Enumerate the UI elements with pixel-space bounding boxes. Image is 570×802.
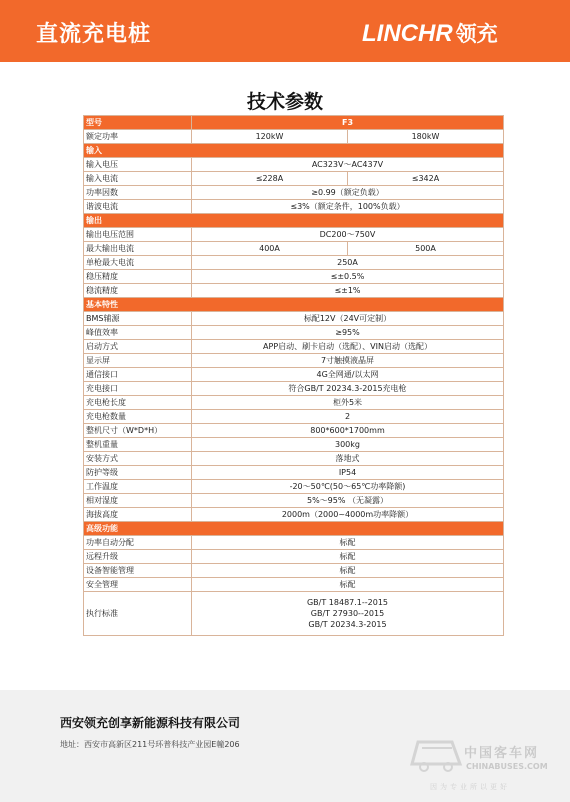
spec-label: 功率自动分配 — [84, 536, 192, 550]
company-name: 西安领充创享新能源科技有限公司 — [60, 716, 241, 730]
spec-value: 标配 — [192, 550, 504, 564]
spec-value: 4G全网通/以太网 — [192, 368, 504, 382]
section-row — [84, 522, 504, 536]
spec-label: 谐波电流 — [84, 200, 192, 214]
spec-value: 2 — [192, 410, 504, 424]
spec-label: 最大输出电流 — [84, 242, 192, 256]
standard-item: GB/T 27930--2015 — [310, 608, 385, 618]
spec-label: 功率因数 — [84, 186, 192, 200]
spec-value-standards — [192, 592, 504, 636]
table-row — [84, 270, 504, 284]
spec-label: 充电枪长度 — [84, 396, 192, 410]
table-row — [84, 494, 504, 508]
spec-value: 7寸触摸液晶屏 — [192, 354, 504, 368]
spec-value: 标配 — [192, 564, 504, 578]
table-row — [84, 284, 504, 298]
spec-label: 充电接口 — [84, 382, 192, 396]
section-row — [84, 214, 504, 228]
spec-value: -20～50℃(50～65℃功率降额) — [192, 480, 504, 494]
spec-value: 标配 — [192, 578, 504, 592]
watermark-cn: 中国客车网 — [464, 746, 540, 761]
spec-value: ≥95% — [192, 326, 504, 340]
spec-label: 整机重量 — [84, 438, 192, 452]
brand-logo — [362, 18, 498, 48]
spec-label: 整机尺寸（W*D*H） — [84, 424, 192, 438]
spec-value: 符合GB/T 20234.3-2015充电枪 — [192, 382, 504, 396]
spec-label: 输入电流 — [84, 172, 192, 186]
spec-label: 显示屏 — [84, 354, 192, 368]
table-row — [84, 452, 504, 466]
spec-label: 峰值效率 — [84, 326, 192, 340]
table-row — [84, 368, 504, 382]
spec-label: 执行标准 — [84, 592, 192, 636]
bus-watermark-icon — [408, 734, 464, 774]
spec-value: 5%～95% （无凝露） — [192, 494, 504, 508]
spec-value: 800*600*1700mm — [192, 424, 504, 438]
spec-value: ≤342A — [348, 172, 504, 186]
watermark-en: CHINABUSES.COM — [466, 762, 548, 771]
logo-cn: 领充 — [455, 22, 498, 46]
spec-value: 标配 — [192, 536, 504, 550]
table-row — [84, 424, 504, 438]
spec-value: 250A — [192, 256, 504, 270]
table-row — [84, 438, 504, 452]
section-title: 基本特性 — [84, 298, 504, 312]
table-row — [84, 200, 504, 214]
spec-value: ≤228A — [192, 172, 348, 186]
table-row — [84, 228, 504, 242]
table-row — [84, 256, 504, 270]
table-row — [84, 340, 504, 354]
table-row — [84, 172, 504, 186]
spec-value: DC200～750V — [192, 228, 504, 242]
spec-label: 通信接口 — [84, 368, 192, 382]
watermark-slogan: 因为专业所以更好 — [430, 783, 510, 791]
spec-label: 安装方式 — [84, 452, 192, 466]
spec-value: 500A — [348, 242, 504, 256]
page-footer — [0, 690, 570, 802]
header-title: 直流充电桩 — [36, 22, 152, 47]
table-row — [84, 326, 504, 340]
spec-value: 180kW — [348, 130, 504, 144]
table-row — [84, 508, 504, 522]
spec-value: AC323V～AC437V — [192, 158, 504, 172]
table-row — [84, 564, 504, 578]
spec-label: 充电枪数量 — [84, 410, 192, 424]
spec-value: 120kW — [192, 130, 348, 144]
table-row — [84, 158, 504, 172]
page-header — [0, 0, 570, 62]
logo-latin: LINCHR — [362, 20, 453, 47]
table-row — [84, 242, 504, 256]
table-row — [84, 116, 504, 130]
spec-label: 设备智能管理 — [84, 564, 192, 578]
section-row — [84, 298, 504, 312]
company-address: 地址：西安市高新区211号环普科技产业园E幢206 — [60, 740, 240, 749]
spec-label: 启动方式 — [84, 340, 192, 354]
spec-label: 稳流精度 — [84, 284, 192, 298]
spec-label: 输入电压 — [84, 158, 192, 172]
spec-value: 标配12V（24V可定制） — [192, 312, 504, 326]
spec-label: 相对湿度 — [84, 494, 192, 508]
table-row — [84, 578, 504, 592]
spec-value: 柜外5米 — [192, 396, 504, 410]
spec-label: 型号 — [84, 116, 192, 130]
spec-value: ≤±0.5% — [192, 270, 504, 284]
section-title: 高级功能 — [84, 522, 504, 536]
spec-label: 输出电压范围 — [84, 228, 192, 242]
table-row — [84, 592, 504, 636]
standard-item: GB/T 18487.1--2015 — [306, 597, 389, 607]
spec-label: BMS辅源 — [84, 312, 192, 326]
table-row — [84, 312, 504, 326]
spec-value: ≤3%（额定条件，100%负载） — [192, 200, 504, 214]
spec-value: 2000m（2000~4000m功率降额） — [192, 508, 504, 522]
spec-label: 稳压精度 — [84, 270, 192, 284]
table-row — [84, 466, 504, 480]
spec-value: ≤±1% — [192, 284, 504, 298]
table-row — [84, 354, 504, 368]
section-title: 输出 — [84, 214, 504, 228]
spec-label: 防护等级 — [84, 466, 192, 480]
spec-label: 安全管理 — [84, 578, 192, 592]
spec-label: 远程升级 — [84, 550, 192, 564]
table-row — [84, 130, 504, 144]
section-title: 输入 — [84, 144, 504, 158]
table-row — [84, 186, 504, 200]
spec-label: 海拔高度 — [84, 508, 192, 522]
spec-label: 额定功率 — [84, 130, 192, 144]
spec-label: 单枪最大电流 — [84, 256, 192, 270]
spec-value: ≥0.99（额定负载） — [192, 186, 504, 200]
spec-table — [83, 115, 504, 636]
spec-value: IP54 — [192, 466, 504, 480]
spec-value: 400A — [192, 242, 348, 256]
table-row — [84, 480, 504, 494]
spec-value: F3 — [192, 116, 504, 130]
table-row — [84, 396, 504, 410]
spec-value: 落地式 — [192, 452, 504, 466]
standard-item: GB/T 20234.3-2015 — [308, 619, 387, 629]
table-row — [84, 536, 504, 550]
spec-value: APP启动、刷卡启动（选配）、VIN启动（选配） — [192, 340, 504, 354]
table-row — [84, 550, 504, 564]
spec-label: 工作温度 — [84, 480, 192, 494]
table-row — [84, 410, 504, 424]
spec-value: 300kg — [192, 438, 504, 452]
document-title: 技术参数 — [246, 91, 323, 113]
table-row — [84, 382, 504, 396]
section-row — [84, 144, 504, 158]
